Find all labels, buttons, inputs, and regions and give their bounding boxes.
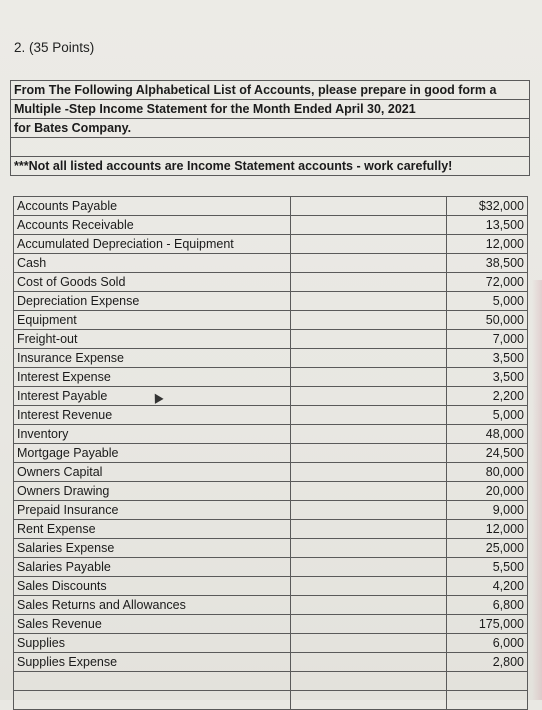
question-heading: 2. (35 Points) <box>14 40 95 55</box>
warning-note-box <box>10 156 530 176</box>
account-amount: 50,000 <box>447 311 528 330</box>
empty-cell <box>290 520 446 539</box>
empty-cell <box>290 330 446 349</box>
account-name: Supplies Expense <box>14 653 291 672</box>
account-name: Owners Capital <box>14 463 291 482</box>
empty-cell <box>290 482 446 501</box>
account-name: Interest Payable <box>14 387 291 406</box>
account-amount: 48,000 <box>447 425 528 444</box>
empty-cell <box>290 273 446 292</box>
empty-cell <box>290 596 446 615</box>
empty-cell <box>290 349 446 368</box>
account-row <box>14 539 528 558</box>
account-row <box>14 387 528 406</box>
account-name: Sales Discounts <box>14 577 291 596</box>
empty-cell <box>290 653 446 672</box>
account-amount: 20,000 <box>447 482 528 501</box>
account-row <box>14 653 528 672</box>
account-row <box>14 577 528 596</box>
empty-cell <box>290 368 446 387</box>
account-amount: 2,200 <box>447 387 528 406</box>
account-name: Prepaid Insurance <box>14 501 291 520</box>
account-name: Freight-out <box>14 330 291 349</box>
account-amount: 80,000 <box>447 463 528 482</box>
account-name: Accounts Payable <box>14 197 291 216</box>
account-amount: 7,000 <box>447 330 528 349</box>
empty-cell <box>290 634 446 653</box>
account-row <box>14 672 528 691</box>
empty-cell <box>290 539 446 558</box>
empty-cell <box>290 615 446 634</box>
instruction-line: Multiple -Step Income Statement for the Month Ended April 30, 2021 <box>11 100 530 119</box>
empty-line <box>11 138 530 157</box>
account-row <box>14 691 528 710</box>
account-row <box>14 425 528 444</box>
account-amount: 3,500 <box>447 349 528 368</box>
empty-cell <box>290 672 446 691</box>
empty-cell <box>290 254 446 273</box>
account-row <box>14 482 528 501</box>
account-row <box>14 235 528 254</box>
account-row <box>14 292 528 311</box>
warning-note: ***Not all listed accounts are Income Statement accounts - work carefully! <box>11 157 530 176</box>
account-amount: 12,000 <box>447 235 528 254</box>
empty-cell <box>290 463 446 482</box>
account-row <box>14 501 528 520</box>
account-amount: 5,000 <box>447 292 528 311</box>
account-name: Insurance Expense <box>14 349 291 368</box>
account-amount: 9,000 <box>447 501 528 520</box>
account-name: Supplies <box>14 634 291 653</box>
account-name: Salaries Expense <box>14 539 291 558</box>
instruction-line: for Bates Company. <box>11 119 530 138</box>
account-name: Sales Returns and Allowances <box>14 596 291 615</box>
empty-cell <box>290 387 446 406</box>
instruction-box <box>10 80 530 157</box>
account-amount: 4,200 <box>447 577 528 596</box>
account-amount: 24,500 <box>447 444 528 463</box>
account-row <box>14 406 528 425</box>
empty-cell <box>290 292 446 311</box>
account-name: Depreciation Expense <box>14 292 291 311</box>
empty-cell <box>290 558 446 577</box>
account-row <box>14 463 528 482</box>
account-row <box>14 216 528 235</box>
account-name: Cost of Goods Sold <box>14 273 291 292</box>
instruction-line: From The Following Alphabetical List of Accounts, please prepare in good form a <box>11 81 530 100</box>
account-row <box>14 349 528 368</box>
account-row <box>14 558 528 577</box>
account-row <box>14 520 528 539</box>
empty-cell <box>290 311 446 330</box>
empty-cell <box>290 197 446 216</box>
account-amount: $32,000 <box>447 197 528 216</box>
account-name: Rent Expense <box>14 520 291 539</box>
account-row <box>14 330 528 349</box>
account-amount: 38,500 <box>447 254 528 273</box>
account-name: Cash <box>14 254 291 273</box>
account-name: Interest Revenue <box>14 406 291 425</box>
account-name: Sales Revenue <box>14 615 291 634</box>
account-name: Accounts Receivable <box>14 216 291 235</box>
empty-cell <box>290 691 446 710</box>
account-row <box>14 444 528 463</box>
account-amount: 3,500 <box>447 368 528 387</box>
account-name: Inventory <box>14 425 291 444</box>
account-amount: 175,000 <box>447 615 528 634</box>
account-name <box>14 672 291 691</box>
account-row <box>14 596 528 615</box>
account-name: Mortgage Payable <box>14 444 291 463</box>
empty-cell <box>290 501 446 520</box>
account-amount: 6,000 <box>447 634 528 653</box>
account-amount: 2,800 <box>447 653 528 672</box>
empty-cell <box>290 425 446 444</box>
account-amount: 12,000 <box>447 520 528 539</box>
empty-cell <box>290 216 446 235</box>
account-amount: 25,000 <box>447 539 528 558</box>
empty-cell <box>290 235 446 254</box>
account-name: Interest Expense <box>14 368 291 387</box>
account-row <box>14 273 528 292</box>
account-amount: 5,500 <box>447 558 528 577</box>
account-row <box>14 311 528 330</box>
account-row <box>14 254 528 273</box>
accounts-table <box>13 196 528 710</box>
account-amount <box>447 672 528 691</box>
page-edge-shadow <box>532 280 542 700</box>
account-name: Accumulated Depreciation - Equipment <box>14 235 291 254</box>
account-name: Equipment <box>14 311 291 330</box>
account-amount <box>447 691 528 710</box>
account-amount: 13,500 <box>447 216 528 235</box>
empty-cell <box>290 444 446 463</box>
account-row <box>14 197 528 216</box>
account-amount: 6,800 <box>447 596 528 615</box>
account-amount: 72,000 <box>447 273 528 292</box>
account-row <box>14 634 528 653</box>
account-name <box>14 691 291 710</box>
account-amount: 5,000 <box>447 406 528 425</box>
account-row <box>14 368 528 387</box>
account-row <box>14 615 528 634</box>
account-name: Owners Drawing <box>14 482 291 501</box>
account-name: Salaries Payable <box>14 558 291 577</box>
empty-cell <box>290 577 446 596</box>
empty-cell <box>290 406 446 425</box>
